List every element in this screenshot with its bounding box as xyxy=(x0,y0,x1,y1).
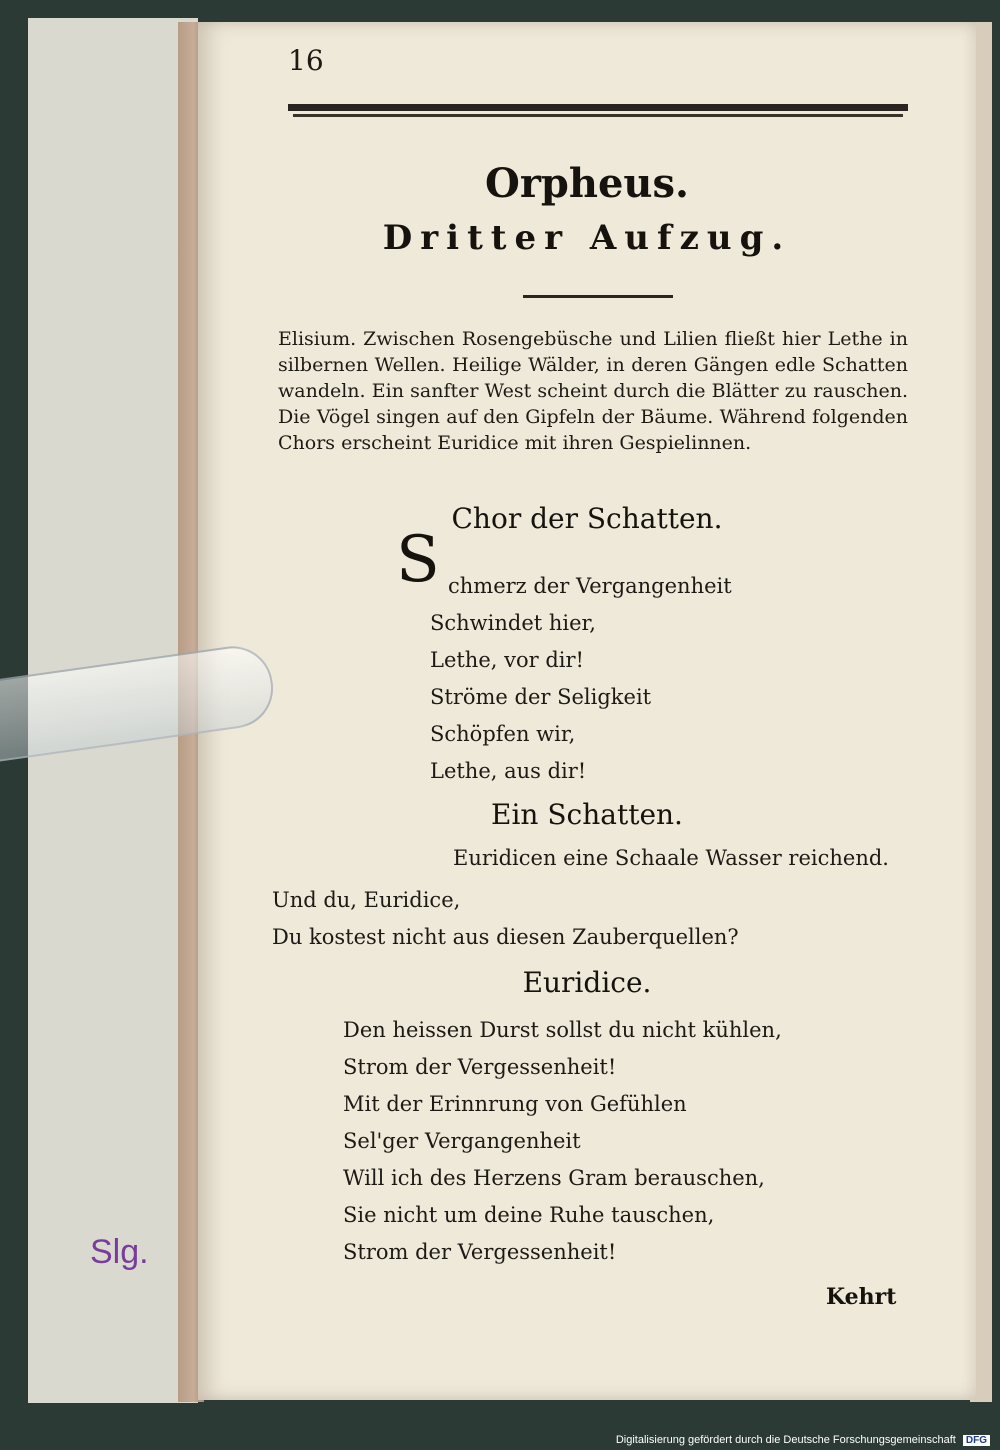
verse-line: Mit der Erinnrung von Gefühlen xyxy=(343,1092,687,1116)
verse-line: Sie nicht um deine Ruhe tauschen, xyxy=(343,1203,715,1227)
drop-cap: S xyxy=(396,523,440,597)
title-rule xyxy=(523,295,673,298)
stage-direction: Euridicen eine Schaale Wasser reichend. xyxy=(453,846,889,870)
act-heading: Dritter Aufzug. xyxy=(382,218,792,258)
verse-line: Will ich des Herzens Gram berauschen, xyxy=(343,1166,765,1190)
book-page xyxy=(198,22,976,1400)
footer-text: Digitalisierung gefördert durch die Deutsche Forschungsgemeinschaft xyxy=(615,1434,956,1446)
speaker-euridice: Euridice. xyxy=(522,966,652,999)
verse-line: Und du, Euridice, xyxy=(272,888,461,912)
chorus-verse-continued xyxy=(430,605,651,790)
verse-line: chmerz der Vergangenheit xyxy=(448,574,732,598)
verse-line: Lethe, vor dir! xyxy=(430,648,584,672)
verse-line: Strom der Vergessenheit! xyxy=(343,1240,617,1264)
header-rule xyxy=(288,104,908,111)
verse-line: Schöpfen wir, xyxy=(430,722,576,746)
header-rule-thin xyxy=(293,114,903,117)
shade-verse xyxy=(272,882,739,956)
chorus-verse xyxy=(448,568,732,605)
verse-line: Lethe, aus dir! xyxy=(430,759,587,783)
library-stamp: Slg. xyxy=(90,1233,149,1271)
footer-credit xyxy=(616,1434,990,1446)
verse-line: Sel'ger Vergangenheit xyxy=(343,1129,581,1153)
verse-line: Den heissen Durst sollst du nicht kühlen, xyxy=(343,1018,782,1042)
verse-line: Strom der Vergessenheit! xyxy=(343,1055,617,1079)
speaker-chorus: Chor der Schatten. xyxy=(451,502,723,535)
verse-line: Ströme der Seligkeit xyxy=(430,685,652,709)
speaker-shade: Ein Schatten. xyxy=(491,798,683,831)
verse-line: Du kostest nicht aus diesen Zauberquellen? xyxy=(272,925,739,949)
page-number: 16 xyxy=(288,44,324,77)
scene-description: Elisium. Zwischen Rosengebüsche und Lilien fließt hier Lethe in silbernen Wellen. Heilige Wälder, in deren Gängen edle Schatten wandeln. Ein sanfter West scheint durch die Blätter zu rauschen. Die Vögel singen auf den Gipfeln der Bäume. Während folgenden Chors erscheint Euridice mit ihren Gespielinnen. xyxy=(278,328,908,454)
catchword: Kehrt xyxy=(826,1284,897,1310)
dfg-logo-icon: DFG xyxy=(963,1435,990,1446)
play-title: Orpheus. xyxy=(485,160,689,207)
euridice-verse xyxy=(343,1012,782,1271)
verse-line: Schwindet hier, xyxy=(430,611,596,635)
